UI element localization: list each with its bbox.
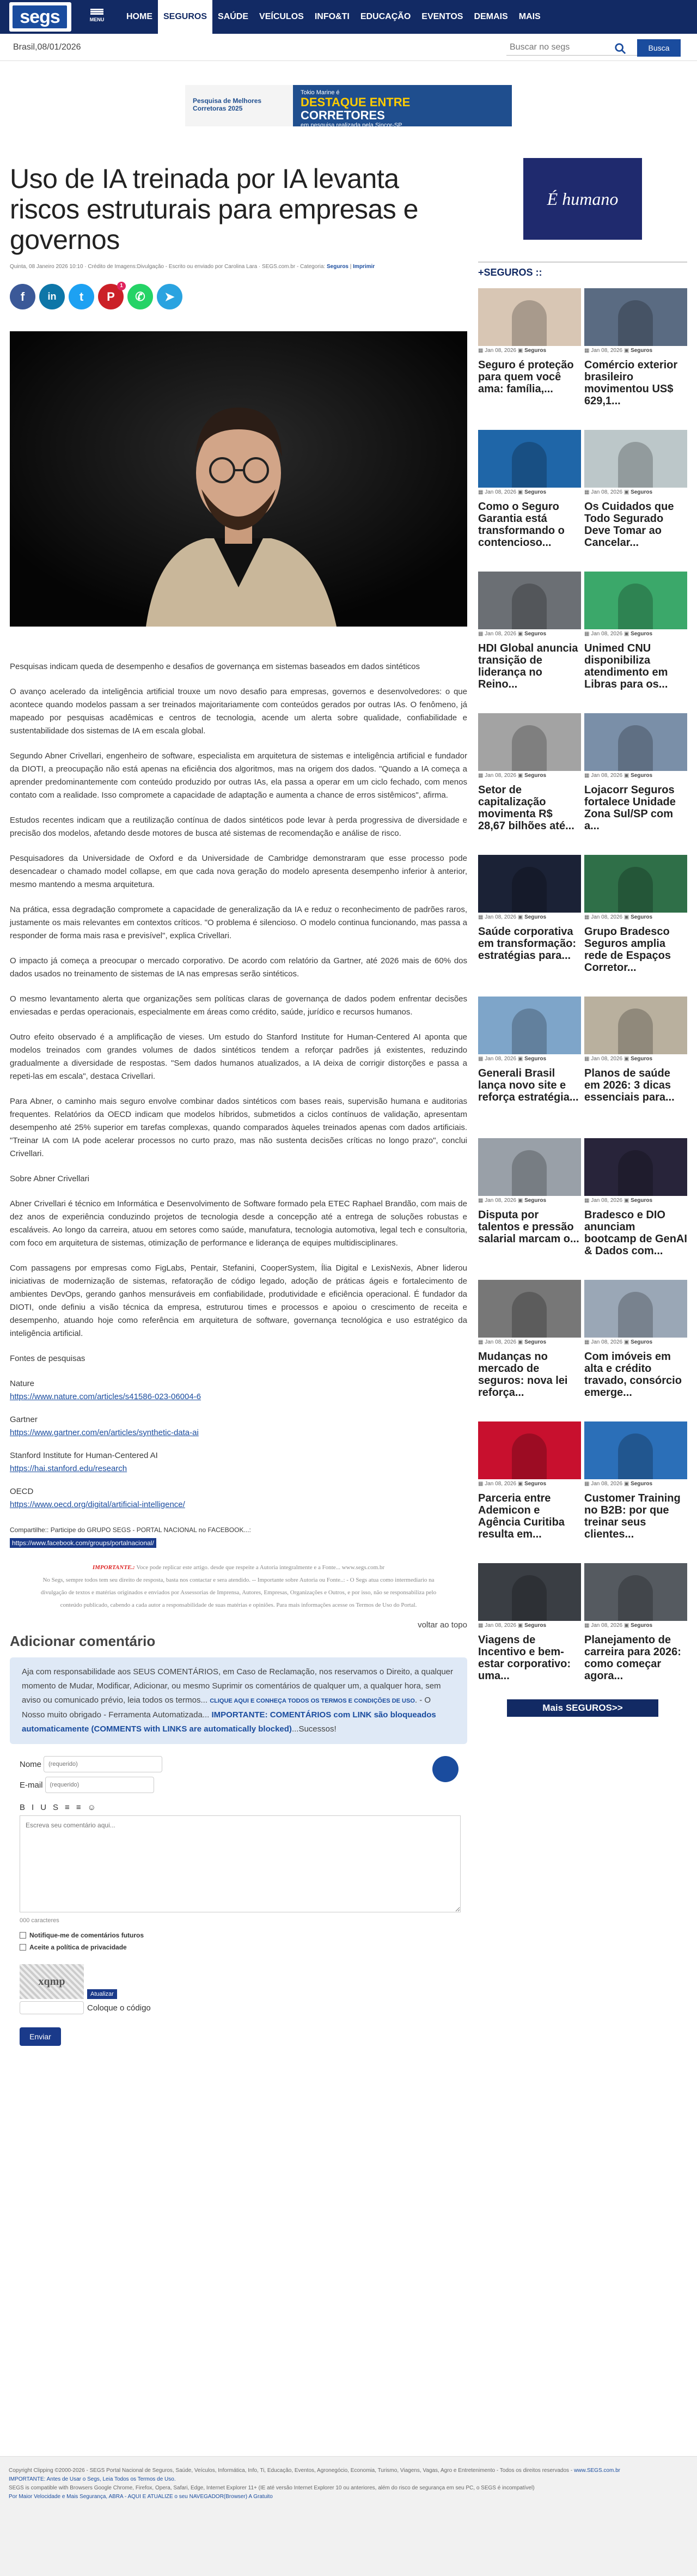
news-card-meta bbox=[584, 914, 687, 920]
news-card-meta bbox=[478, 348, 581, 354]
article-body bbox=[10, 660, 467, 1550]
news-card-title[interactable]: Unimed CNU disponibiliza atendimento em Libras para os... bbox=[584, 642, 668, 690]
logo-text: segs bbox=[13, 5, 67, 28]
calendar-icon: ▦ bbox=[478, 1623, 485, 1629]
captcha-label: Coloque o código bbox=[87, 2003, 151, 2013]
news-card-image[interactable] bbox=[478, 430, 581, 488]
article-paragraph: O avanço acelerado da inteligência artificial trouxe um novo desafio para empresas, governos e desenvolvedores: o que acontece quando modelos passam a ser treinados majoritariamente com conteúdos gerados por outras IAs. O fenômeno, já mapeado por pesquisas acadêmicas e centros de tecnologia, acende um alerta sobre qualidade, confiabilidade e sustentabilidade dos sistemas de IA em escala global. bbox=[10, 687, 467, 736]
ad-tail: em pesquisa realizada pela Sincor-SP bbox=[301, 122, 402, 129]
portrait-illustration bbox=[10, 331, 467, 627]
calendar-icon: ▦ bbox=[584, 914, 591, 920]
news-card-meta bbox=[478, 914, 581, 920]
news-card-image[interactable] bbox=[478, 1280, 581, 1338]
calendar-icon: ▦ bbox=[478, 1339, 485, 1345]
editor-tool-button[interactable]: ≡ bbox=[65, 1803, 70, 1812]
article-paragraph: Outro efeito observado é a amplificação de vieses. Um estudo do Stanford Institute for Human-Centered AI aponta que modelos treinados com grandes volumes de dados sintéticos tendem a reforçar padrões já existentes, reduzindo gradualmente a diversidade de respostas. "Sem dados humanos atualizados, a IA deixa de corrigir distorções e passa a repeti-las em escala", destaca Crivellari. bbox=[10, 1032, 467, 1081]
notify-label: Notifique-me de comentários futuros bbox=[29, 1931, 144, 1939]
notice-important: IMPORTANTE: COMENTÁRIOS com LINK são bloqueados automaticamente (COMMENTS with LINKS are automatically blocked) bbox=[22, 1710, 436, 1734]
person-silhouette bbox=[618, 867, 653, 913]
news-card-meta bbox=[584, 1339, 687, 1345]
news-card-date: Jan 08, 2026 bbox=[485, 773, 517, 779]
news-card-image[interactable] bbox=[478, 288, 581, 346]
person-silhouette bbox=[512, 300, 547, 346]
news-card[interactable] bbox=[584, 1563, 687, 1694]
news-card-date: Jan 08, 2026 bbox=[485, 1623, 517, 1629]
news-card-category[interactable]: Seguros bbox=[631, 1339, 653, 1345]
news-card-title[interactable]: Mudanças no mercado de seguros: nova lei reforça... bbox=[478, 1351, 568, 1399]
news-card-category[interactable]: Seguros bbox=[524, 631, 547, 637]
news-card-date: Jan 08, 2026 bbox=[485, 489, 517, 495]
footer bbox=[0, 2456, 697, 2576]
folder-icon: ▣ bbox=[622, 773, 631, 779]
calendar-icon: ▦ bbox=[478, 1481, 485, 1487]
pinterest-icon[interactable]: P 1 bbox=[98, 284, 124, 309]
news-card-title[interactable]: Parceria entre Ademicon e Agência Curitiba resulta em... bbox=[478, 1492, 565, 1540]
article-paragraph: Pesquisadores da Universidade de Oxford e da Universidade de Cambridge demonstraram que esse processo pode desencadear o chamado model collapse, em que cada nova geração do modelo apresenta desempenho inferior à anterior, mesmo mantendo a mesma arquitetura. bbox=[10, 854, 467, 889]
news-card-image[interactable] bbox=[478, 1563, 581, 1621]
calendar-icon: ▦ bbox=[478, 1198, 485, 1204]
news-card[interactable] bbox=[478, 997, 581, 1127]
news-card-category[interactable]: Seguros bbox=[631, 773, 653, 779]
folder-icon: ▣ bbox=[516, 489, 525, 495]
person-silhouette bbox=[618, 1150, 653, 1196]
notice-end: ...Sucessos! bbox=[291, 1724, 337, 1734]
privacy-checkbox[interactable] bbox=[20, 1944, 26, 1951]
news-card-category[interactable]: Seguros bbox=[631, 489, 653, 495]
terms-link[interactable]: CLIQUE AQUI E CONHEÇA TODOS OS TERMOS E CONDIÇÕES DE USO bbox=[210, 1698, 415, 1704]
news-card-title[interactable]: Como o Seguro Garantia está transformando o contencioso... bbox=[478, 501, 565, 549]
source-name: OECD bbox=[10, 1487, 34, 1496]
menu-label: MENU bbox=[89, 17, 105, 22]
news-card-image[interactable] bbox=[584, 713, 687, 771]
calendar-icon: ▦ bbox=[584, 1623, 591, 1629]
news-card-meta bbox=[584, 773, 687, 779]
news-card-image[interactable] bbox=[584, 1563, 687, 1621]
folder-icon: ▣ bbox=[622, 348, 631, 354]
sidebar-news-grid bbox=[478, 288, 687, 1694]
person-silhouette bbox=[618, 1292, 653, 1338]
folder-icon: ▣ bbox=[622, 914, 631, 920]
news-card-meta bbox=[584, 1623, 687, 1629]
site-logo[interactable] bbox=[9, 2, 71, 32]
folder-icon: ▣ bbox=[516, 631, 525, 637]
folder-icon: ▣ bbox=[622, 1623, 631, 1629]
news-card-category[interactable]: Seguros bbox=[631, 1481, 653, 1487]
source-name: Gartner bbox=[10, 1415, 38, 1424]
notice-text: Aja com responsabilidade aos SEUS COMENTÁRIOS, em Caso de Reclamação, nos reservamos o Direito, a qualquer momento de Mudar, Modificar, Adicionar, ou mesmo Suprimir os comentários de qualquer um, a qualquer hora, sem aviso ou comunicado prévio, leia todos os termos... bbox=[22, 1667, 454, 1705]
ad-left-text: Pesquisa de Melhores Corretoras 2025 bbox=[185, 85, 293, 126]
captcha-input[interactable] bbox=[20, 2001, 84, 2014]
news-card-title[interactable]: Generali Brasil lança novo site e reforça estratégia... bbox=[478, 1067, 579, 1103]
news-card-date: Jan 08, 2026 bbox=[485, 631, 517, 637]
news-card-title[interactable]: Customer Training no B2B: por que treinar seus clientes... bbox=[584, 1492, 681, 1540]
calendar-icon: ▦ bbox=[478, 773, 485, 779]
news-card-category[interactable]: Seguros bbox=[524, 1198, 547, 1204]
disclaimer bbox=[10, 1562, 467, 1612]
nav-item-educação[interactable]: EDUCAÇÃO bbox=[360, 12, 411, 21]
news-card-title[interactable]: Setor de capitalização movimenta R$ 28,67 bilhões até... bbox=[478, 784, 574, 832]
article-paragraph: Estudos recentes indicam que a reutilização contínua de dados sintéticos pode levar à perda progressiva de diversidade e precisão dos modelos, afetando desde motores de busca até sistemas de recomendação e análise de risco. bbox=[10, 816, 467, 838]
news-card-category[interactable]: Seguros bbox=[524, 348, 547, 354]
news-card-date: Jan 08, 2026 bbox=[591, 489, 623, 495]
news-card-category[interactable]: Seguros bbox=[524, 1056, 547, 1062]
news-card[interactable] bbox=[478, 1138, 581, 1269]
person-silhouette bbox=[512, 1150, 547, 1196]
person-silhouette bbox=[512, 725, 547, 771]
article bbox=[10, 163, 467, 2046]
calendar-icon: ▦ bbox=[584, 1339, 591, 1345]
news-card-meta bbox=[584, 1056, 687, 1062]
sidebar bbox=[478, 158, 687, 1717]
news-card-date: Jan 08, 2026 bbox=[485, 1198, 517, 1204]
news-card-title[interactable]: Saúde corporativa em transformação: estratégias para... bbox=[478, 926, 577, 962]
person-silhouette bbox=[512, 1575, 547, 1621]
news-card-date: Jan 08, 2026 bbox=[591, 1339, 623, 1345]
news-card-title[interactable]: Viagens de Incentivo e bem-estar corporativo: uma... bbox=[478, 1634, 571, 1682]
char-counter: 000 caracteres bbox=[20, 1917, 59, 1924]
share-line: Compartilhe:: Participe do GRUPO SEGS - PORTAL NACIONAL no FACEBOOK...: bbox=[10, 1526, 251, 1534]
news-card-category[interactable]: Seguros bbox=[631, 1056, 653, 1062]
news-card-date: Jan 08, 2026 bbox=[591, 1623, 623, 1629]
person-silhouette bbox=[512, 584, 547, 629]
news-card-date: Jan 08, 2026 bbox=[591, 1056, 623, 1062]
footer-copyright: Copyright Clipping ©2000-2026 - SEGS Portal Nacional de Seguros, Saúde, Veículos, Informática, Info, Ti, Educação, Eventos, Agronegócio, Economia, Turismo, Viagens, Vagas, Agro e Entretenimento - Todos os direitos reservados - bbox=[9, 2468, 573, 2474]
news-card[interactable] bbox=[584, 288, 687, 419]
notice-text-2: . - O Nosso muito obrigado - Ferramenta Automatizada... bbox=[22, 1696, 431, 1720]
notify-checkbox[interactable] bbox=[20, 1932, 26, 1939]
news-card-category[interactable]: Seguros bbox=[524, 914, 547, 920]
menu-button[interactable] bbox=[86, 5, 108, 29]
news-card-image[interactable] bbox=[478, 855, 581, 913]
facebook-group-link[interactable]: https://www.facebook.com/groups/portalnacional/ bbox=[10, 1538, 156, 1548]
sidebar-heading: +SEGUROS :: bbox=[478, 262, 687, 278]
disclaimer-label: IMPORTANTE.: bbox=[92, 1564, 135, 1571]
send-button[interactable]: Enviar bbox=[20, 2027, 61, 2046]
folder-icon: ▣ bbox=[516, 1198, 525, 1204]
news-card-date: Jan 08, 2026 bbox=[591, 348, 623, 354]
ad-kicker: Tokio Marine é bbox=[301, 89, 340, 96]
twitter-icon[interactable]: t bbox=[69, 284, 94, 309]
news-card-category[interactable]: Seguros bbox=[524, 773, 547, 779]
person-silhouette bbox=[618, 300, 653, 346]
article-paragraph: Na prática, essa degradação compromete a capacidade de generalização da IA e reduz o reconhecimento de padrões raros, justamente os mais relevantes em contextos críticos. "O problema é silencioso. O modelo continua funcionando, mas passa a responder de forma mais rasa e previsível", explica Crivellari. bbox=[10, 905, 467, 940]
calendar-icon: ▦ bbox=[478, 1056, 485, 1062]
news-card-image[interactable] bbox=[584, 430, 687, 488]
article-paragraph: Com passagens por empresas como FigLabs, Pentair, Stefanini, CooperSystem, Ília Digital e LexisNexis, Abner liderou iniciativas de modernização de sistemas, refatoração de código legado, adoção de práticas ágeis e fortalecimento de ambientes DevOps, gerando ganhos mensuráveis em confiabilidade, produtividade e eficiência operacional. É fundador da DIOTI, onde definiu a visão técnica da empresa, estruturou times e processos e apoiou o crescimento de receita e desempenho, atuando hoje como referência em arquitetura de software, governança tecnológica e uso estratégico da inteligência artificial. bbox=[10, 1263, 467, 1338]
news-card-category[interactable]: Seguros bbox=[631, 1623, 653, 1629]
linkedin-icon[interactable]: in bbox=[39, 284, 65, 309]
source-link[interactable]: https://hai.stanford.edu/research bbox=[10, 1464, 127, 1473]
editor-toolbar bbox=[20, 1803, 467, 1812]
news-card[interactable] bbox=[478, 1280, 581, 1411]
news-card-title[interactable]: Comércio exterior brasileiro movimentou US$ 629,1... bbox=[584, 359, 678, 407]
news-card-meta bbox=[478, 631, 581, 637]
folder-icon: ▣ bbox=[622, 489, 631, 495]
article-hero-image bbox=[10, 331, 467, 627]
news-card-title[interactable]: Lojacorr Seguros fortalece Unidade Zona Sul/SP com a... bbox=[584, 784, 676, 832]
email-label: E-mail bbox=[20, 1780, 43, 1790]
news-card-meta bbox=[478, 1056, 581, 1062]
person-silhouette bbox=[618, 1433, 653, 1479]
nav-item-mais[interactable]: MAIS bbox=[518, 12, 541, 21]
news-card-date: Jan 08, 2026 bbox=[485, 348, 517, 354]
news-card[interactable] bbox=[478, 1421, 581, 1552]
news-card[interactable] bbox=[584, 1421, 687, 1552]
person-silhouette bbox=[618, 1575, 653, 1621]
news-card-date: Jan 08, 2026 bbox=[591, 1481, 623, 1487]
news-card-category[interactable]: Seguros bbox=[524, 489, 547, 495]
calendar-icon: ▦ bbox=[584, 1198, 591, 1204]
news-card-image[interactable] bbox=[584, 855, 687, 913]
news-card-image[interactable] bbox=[584, 997, 687, 1054]
article-paragraph: Abner Crivellari é técnico em Informática e Desenvolvimento de Software formado pela ETEC Raphael Brandão, com mais de dez anos de experiência conduzindo projetos de tecnologia desde a concepção até a entrega de soluções robustas e escaláveis. Ao longo da carreira, atuou em setores como saúde, manufatura, tecnologia automotiva, legal tech e consultoria, com foco em arquitetura de sistemas, otimização de performance e liderança de equipes multidisciplinares. bbox=[10, 1199, 467, 1248]
source-link[interactable]: https://www.nature.com/articles/s41586-023-06004-6 bbox=[10, 1392, 201, 1401]
folder-icon: ▣ bbox=[516, 1339, 525, 1345]
footer-compat: SEGS is compatible with Browsers Google Chrome, Firefox, Opera, Safari, Edge, Internet Explorer 11+ (IE até versão Internet Explorer 10 ou anteriores, além do risco de segurança em seu PC, o SEGS é incompatível) bbox=[9, 2485, 535, 2491]
share-bar bbox=[10, 284, 467, 309]
calendar-icon: ▦ bbox=[584, 348, 591, 354]
print-link[interactable]: Imprimir bbox=[353, 264, 375, 270]
calendar-icon: ▦ bbox=[478, 631, 485, 637]
news-card-image[interactable] bbox=[584, 288, 687, 346]
paragraphs bbox=[10, 685, 467, 1365]
folder-icon: ▣ bbox=[622, 1198, 631, 1204]
folder-icon: ▣ bbox=[516, 1481, 525, 1487]
news-card-meta bbox=[584, 489, 687, 495]
news-card-date: Jan 08, 2026 bbox=[591, 631, 623, 637]
folder-icon: ▣ bbox=[622, 1056, 631, 1062]
source-link[interactable]: https://www.oecd.org/digital/artificial-intelligence/ bbox=[10, 1500, 185, 1509]
editor-tool-button[interactable]: ☺ bbox=[87, 1803, 96, 1812]
person-silhouette bbox=[618, 1008, 653, 1054]
news-card[interactable] bbox=[478, 430, 581, 561]
more-seguros-button[interactable]: Mais SEGUROS>> bbox=[507, 1699, 658, 1717]
calendar-icon: ▦ bbox=[478, 348, 485, 354]
article-paragraph: Para Abner, o caminho mais seguro envolve combinar dados sintéticos com bases reais, supervisão humana e auditorias frequentes. Relatórios da OECD indicam que modelos híbridos, submetidos a ciclos contínuos de validação, apresentam desempenho até 25% superior em tarefas complexas, quando comparados àqueles treinados apenas com dados artificiais. "Treinar IA com IA pode acelerar processos no curto prazo, mas não sustenta decisões críticas no longo prazo", conclui Crivellari. bbox=[10, 1097, 467, 1158]
news-card-image[interactable] bbox=[584, 572, 687, 629]
news-card-date: Jan 08, 2026 bbox=[485, 1339, 517, 1345]
source-link[interactable]: https://www.gartner.com/en/articles/synthetic-data-ai bbox=[10, 1428, 199, 1437]
news-card[interactable] bbox=[584, 1280, 687, 1411]
news-card[interactable] bbox=[478, 288, 581, 419]
news-card-image[interactable] bbox=[584, 1280, 687, 1338]
current-date: Brasil,08/01/2026 bbox=[13, 42, 81, 52]
news-card-meta bbox=[478, 1339, 581, 1345]
calendar-icon: ▦ bbox=[584, 631, 591, 637]
news-card-meta bbox=[478, 1481, 581, 1487]
news-card-meta bbox=[584, 1481, 687, 1487]
folder-icon: ▣ bbox=[622, 1481, 631, 1487]
editor-tool-button[interactable]: B bbox=[20, 1803, 26, 1812]
sources-list bbox=[10, 1377, 467, 1511]
share-count-badge: 1 bbox=[117, 282, 126, 290]
news-card[interactable] bbox=[584, 855, 687, 986]
article-paragraph: Fontes de pesquisas bbox=[10, 1354, 85, 1363]
news-card-category[interactable]: Seguros bbox=[631, 348, 653, 354]
captcha-image: xqmp bbox=[20, 1964, 84, 1999]
search-icon[interactable] bbox=[614, 42, 626, 54]
article-paragraph: O impacto já começa a preocupar o mercado corporativo. De acordo com relatório da Gartner, até 2026 mais de 60% dos dados usados no treinamento de sistemas de IA nas empresas serão sintéticos. bbox=[10, 956, 467, 979]
email-field[interactable] bbox=[45, 1777, 154, 1793]
news-card-category[interactable]: Seguros bbox=[631, 631, 653, 637]
comment-form bbox=[10, 1756, 467, 2046]
person-silhouette bbox=[512, 1008, 547, 1054]
news-card[interactable] bbox=[478, 1563, 581, 1694]
captcha-refresh-button[interactable]: Atualizar bbox=[87, 1989, 117, 1999]
editor-tool-button[interactable]: S bbox=[53, 1803, 59, 1812]
calendar-icon: ▦ bbox=[584, 1056, 591, 1062]
folder-icon: ▣ bbox=[516, 348, 525, 354]
nav-item-seguros[interactable]: SEGUROS bbox=[158, 0, 212, 34]
disclaimer-first: Voce pode replicar este artigo. desde que respeite a Autoria integralmente e a Fonte... www.segs.com.br bbox=[136, 1564, 385, 1571]
telegram-icon[interactable]: ➤ bbox=[157, 284, 182, 309]
news-card-date: Jan 08, 2026 bbox=[485, 914, 517, 920]
nav-item-veículos[interactable]: VEÍCULOS bbox=[259, 12, 304, 21]
news-card-meta bbox=[584, 348, 687, 354]
folder-icon: ▣ bbox=[622, 631, 631, 637]
article-title: Uso de IA treinada por IA levanta riscos estruturais para empresas e governos bbox=[10, 163, 418, 255]
privacy-label: Aceite a política de privacidade bbox=[29, 1943, 127, 1951]
article-paragraph: Segundo Abner Crivellari, engenheiro de software, especialista em arquitetura de sistemas e inteligência artificial e fundador da DIOTI, a preocupação não está apenas na eficiência dos algoritmos, mas na origem dos dados. "Quando a IA começa a aprender predominantemente com conteúdo produzido por outras IAs, ela passa a operar em um ciclo fechado, com menos contato com a realidade. Isso compromete a capacidade de adaptação e aumenta a chance de erros sistêmicos", afirma. bbox=[10, 751, 467, 800]
news-card-title[interactable]: Grupo Bradesco Seguros amplia rede de Espaços Corretor... bbox=[584, 926, 671, 974]
news-card-title[interactable]: Bradesco e DIO anunciam bootcamp de GenAI & Dados com... bbox=[584, 1209, 687, 1257]
news-card-date: Jan 08, 2026 bbox=[591, 773, 623, 779]
news-card-date: Jan 08, 2026 bbox=[485, 1481, 517, 1487]
news-card-category[interactable]: Seguros bbox=[631, 914, 653, 920]
top-navbar bbox=[0, 0, 697, 34]
ad-banner-top[interactable] bbox=[185, 85, 512, 129]
footer-terms-link[interactable]: IMPORTANTE: Antes de Usar o Segs, Leia Todos os Termos de Uso. bbox=[9, 2476, 176, 2482]
news-card-image[interactable] bbox=[478, 713, 581, 771]
source-name: Stanford Institute for Human-Centered AI bbox=[10, 1451, 158, 1460]
subheader bbox=[0, 34, 697, 61]
news-card[interactable] bbox=[584, 713, 687, 844]
person-silhouette bbox=[618, 442, 653, 488]
news-card-image[interactable] bbox=[584, 1138, 687, 1196]
nav-item-saúde[interactable]: SAÚDE bbox=[218, 12, 249, 21]
news-card-title[interactable]: Seguro é proteção para quem você ama: família,... bbox=[478, 359, 574, 395]
editor-tool-button[interactable]: ≡ bbox=[76, 1803, 81, 1812]
news-card-category[interactable]: Seguros bbox=[524, 1339, 547, 1345]
nav-item-home[interactable]: HOME bbox=[126, 12, 152, 21]
whatsapp-icon[interactable]: ✆ bbox=[127, 284, 153, 309]
image-caption: Pesquisas indicam queda de desempenho e desafios de governança em sistemas baseados em dados sintéticos bbox=[10, 662, 420, 671]
name-label: Nome bbox=[20, 1759, 42, 1769]
news-card[interactable] bbox=[478, 572, 581, 702]
name-field[interactable] bbox=[44, 1756, 162, 1772]
person-silhouette bbox=[618, 584, 653, 629]
news-card-title[interactable]: Disputa por talentos e pressão salarial marcam o... bbox=[478, 1209, 579, 1245]
news-card-meta bbox=[478, 1623, 581, 1629]
meta-category[interactable]: Seguros bbox=[326, 264, 348, 270]
footer-browser-link[interactable]: Por Maior Velocidade e Mais Segurança, ABRA - AQUI E ATUALIZE o seu NAVEGADOR(Browser) A Gratuito bbox=[9, 2494, 273, 2500]
news-card-title[interactable]: Planos de saúde em 2026: 3 dicas essenciais para... bbox=[584, 1067, 675, 1103]
search-button[interactable]: Busca bbox=[637, 39, 681, 57]
article-paragraph: Sobre Abner Crivellari bbox=[10, 1174, 89, 1183]
news-card-date: Jan 08, 2026 bbox=[591, 914, 623, 920]
folder-icon: ▣ bbox=[622, 1339, 631, 1345]
news-card-date: Jan 08, 2026 bbox=[485, 1056, 517, 1062]
news-card-meta bbox=[584, 1198, 687, 1204]
news-card[interactable] bbox=[584, 572, 687, 702]
source-name: Nature bbox=[10, 1379, 35, 1388]
news-card-title[interactable]: Com imóveis em alta e crédito travado, consórcio emerge... bbox=[584, 1351, 682, 1399]
sidebar-ad-banner[interactable]: É humano bbox=[523, 158, 642, 240]
article-meta: Quinta, 08 Janeiro 2026 10:10 · Crédito de Imagens:Divulgação - Escrito ou enviado por Carolina Lara · SEGS.com.br - Categoria: Seguros | Imprimir bbox=[10, 264, 375, 270]
calendar-icon: ▦ bbox=[584, 773, 591, 779]
comments-title: Adicionar comentário bbox=[10, 1633, 156, 1649]
article-paragraph: O mesmo levantamento alerta que organizações sem políticas claras de governança de dados podem enfrentar decisões enviesadas e perdas operacionais, especialmente em áreas como crédito, saúde, jurídico e recursos humanos. bbox=[10, 994, 467, 1017]
person-silhouette bbox=[512, 1292, 547, 1338]
footer-site-link[interactable]: www.SEGS.com.br bbox=[573, 2468, 620, 2474]
news-card-category[interactable]: Seguros bbox=[524, 1623, 547, 1629]
folder-icon: ▣ bbox=[516, 1056, 525, 1062]
news-card[interactable] bbox=[478, 713, 581, 844]
editor-tool-button[interactable]: I bbox=[32, 1803, 34, 1812]
meta-text: Quinta, 08 Janeiro 2026 10:10 · Crédito de Imagens:Divulgação - Escrito ou enviado por Carolina Lara · SEGS.com.br - Categoria: bbox=[10, 264, 326, 270]
main-nav bbox=[121, 0, 546, 34]
news-card-title[interactable]: Os Cuidados que Todo Segurado Deve Tomar ao Cancelar... bbox=[584, 501, 674, 549]
news-card[interactable] bbox=[478, 855, 581, 986]
comment-textarea[interactable] bbox=[20, 1815, 461, 1912]
person-silhouette bbox=[512, 442, 547, 488]
back-to-top-link[interactable]: voltar ao topo bbox=[418, 1620, 467, 1630]
folder-icon: ▣ bbox=[516, 914, 525, 920]
news-card-category[interactable]: Seguros bbox=[524, 1481, 547, 1487]
news-card-image[interactable] bbox=[478, 1421, 581, 1479]
nav-item-eventos[interactable]: EVENTOS bbox=[421, 12, 463, 21]
comment-notice bbox=[10, 1657, 467, 1744]
news-card-meta bbox=[478, 773, 581, 779]
folder-icon: ▣ bbox=[516, 1623, 525, 1629]
person-silhouette bbox=[512, 1433, 547, 1479]
news-card-title[interactable]: Planejamento de carreira para 2026: como começar agora... bbox=[584, 1634, 681, 1682]
ad-line1: DESTAQUE ENTRE bbox=[301, 95, 411, 109]
editor-tool-button[interactable]: U bbox=[40, 1803, 47, 1812]
news-card[interactable] bbox=[584, 997, 687, 1127]
news-card-image[interactable] bbox=[478, 572, 581, 629]
news-card-image[interactable] bbox=[478, 1138, 581, 1196]
folder-icon: ▣ bbox=[516, 773, 525, 779]
news-card-image[interactable] bbox=[584, 1421, 687, 1479]
nav-item-demais[interactable]: DEMAIS bbox=[474, 12, 508, 21]
news-card-title[interactable]: HDI Global anuncia transição de liderança no Reino... bbox=[478, 642, 578, 690]
news-card[interactable] bbox=[584, 430, 687, 561]
news-card-image[interactable] bbox=[478, 997, 581, 1054]
calendar-icon: ▦ bbox=[584, 489, 591, 495]
hamburger-icon bbox=[90, 9, 103, 15]
calendar-icon: ▦ bbox=[478, 914, 485, 920]
calendar-icon: ▦ bbox=[584, 1481, 591, 1487]
news-card[interactable] bbox=[584, 1138, 687, 1269]
user-avatar-icon bbox=[432, 1756, 458, 1782]
disclaimer-body: No Segs, sempre todos tem seu direito de resposta, basta nos contactar e sera atendido. -- Importante sobre Autoria ou Fonte..: - O Segs atua como intermediario na divulgação de textos e matérias originados e enviados por Assessorias de Imprensa, Autores, Empresas, Organizações e Outros, e por isso, não se responsabiliza pelo conteúdo publicado, cabendo a cada autor a responsabilidade de suas matérias e opiniões. Para mais informações acesse os Termos de Uso do Portal. bbox=[40, 1577, 437, 1608]
news-card-meta bbox=[478, 489, 581, 495]
news-card-date: Jan 08, 2026 bbox=[591, 1198, 623, 1204]
ad-line2: CORRETORES bbox=[301, 108, 385, 122]
nav-item-info&ti[interactable]: INFO&TI bbox=[314, 12, 350, 21]
calendar-icon: ▦ bbox=[478, 489, 485, 495]
person-silhouette bbox=[618, 725, 653, 771]
news-card-meta bbox=[478, 1198, 581, 1204]
news-card-category[interactable]: Seguros bbox=[631, 1198, 653, 1204]
news-card-meta bbox=[584, 631, 687, 637]
person-silhouette bbox=[512, 867, 547, 913]
facebook-icon[interactable]: f bbox=[10, 284, 35, 309]
